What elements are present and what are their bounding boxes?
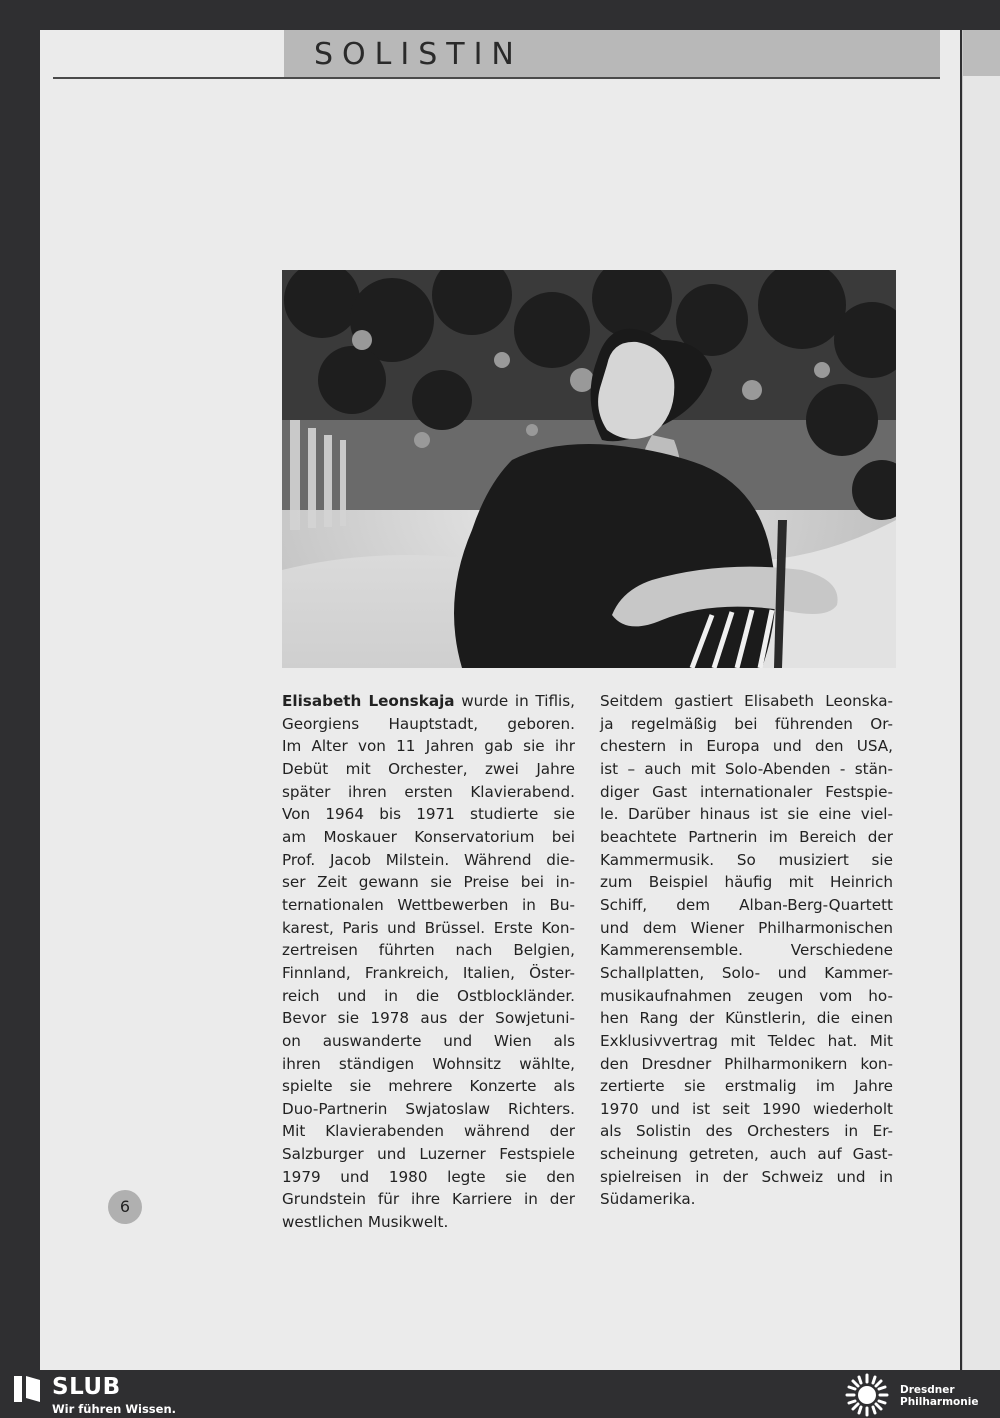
article-line: musikaufnahmen zeugen vom ho-	[600, 986, 893, 1005]
article-line: zertreisen führten nach Belgien,	[282, 941, 575, 960]
article-line: Debüt mit Orchester, zwei Jahre	[282, 759, 575, 778]
article-line: hen Rang der Künstlerin, die einen	[600, 1009, 893, 1028]
article-line: on auswanderte und Wien als	[282, 1031, 575, 1050]
library-name: SLUB	[52, 1374, 121, 1400]
article-line: Duo-Partnerin Swjatoslaw Richters.	[282, 1099, 575, 1118]
article-line: Schiff, dem Alban-Berg-Quartett	[600, 895, 893, 914]
philharmonie-logo-icon	[844, 1372, 890, 1418]
article-column-left	[282, 690, 575, 1234]
portrait-photo	[282, 270, 896, 668]
slub-logo-icon	[12, 1374, 42, 1404]
article-line: zum Beispiel häufig mit Heinrich	[600, 873, 893, 892]
article-line: ser Zeit gewann sie Preise bei in-	[282, 873, 575, 892]
article-line: 1979 und 1980 legte sie den	[282, 1167, 575, 1186]
article-lead-name: Elisabeth Leonskaja	[282, 692, 455, 710]
article-line: Grundstein für ihre Karriere in der	[282, 1190, 575, 1209]
article-line: Von 1964 bis 1971 studierte sie	[282, 805, 575, 824]
article-line: Finnland, Frankreich, Italien, Öster-	[282, 963, 575, 982]
adjacent-page-edge	[962, 30, 1000, 1370]
article-line	[282, 690, 575, 713]
section-title: SOLISTIN	[314, 37, 523, 72]
article-line: Georgiens Hauptstadt, geboren.	[282, 714, 575, 733]
article-line: Salzburger und Luzerner Festspiele	[282, 1145, 575, 1164]
article-line: als Solistin des Orchesters in Er-	[600, 1122, 893, 1141]
article-line: ist – auch mit Solo-Abenden - stän-	[600, 759, 893, 778]
article-line: spielte sie mehrere Konzerte als	[282, 1077, 575, 1096]
article-line: beachtete Partnerin im Bereich der	[600, 827, 893, 846]
article-line: Prof. Jacob Milstein. Während die-	[282, 850, 575, 869]
article-line: Im Alter von 11 Jahren gab sie ihr	[282, 737, 575, 756]
page-number-badge: 6	[108, 1190, 142, 1224]
article-line: später ihren ersten Klavierabend.	[282, 782, 575, 801]
partner-name-line2: Philharmonie	[900, 1396, 979, 1408]
article-line: Kammerensemble. Verschiedene	[600, 941, 893, 960]
article-line: scheinung getreten, auch auf Gast-	[600, 1145, 893, 1164]
article-line: 1970 und ist seit 1990 wiederholt	[600, 1099, 893, 1118]
article-line: Schallplatten, Solo- und Kammer-	[600, 963, 893, 982]
article-line: den Dresdner Philharmonikern kon-	[600, 1054, 893, 1073]
article-line: Exklusivvertrag mit Teldec hat. Mit	[600, 1031, 893, 1050]
article-column-right	[600, 690, 893, 1211]
article-line: karest, Paris und Brüssel. Erste Kon-	[282, 918, 575, 937]
adjacent-page-header-bar	[963, 30, 1000, 76]
article-lead-rest: wurde in Tiflis,	[454, 692, 575, 710]
article-line: Kammermusik. So musiziert sie	[600, 850, 893, 869]
article-line: ja regelmäßig bei führenden Or-	[600, 714, 893, 733]
header-rule	[53, 77, 940, 79]
article-line: Südamerika.	[600, 1190, 696, 1209]
article-line: ihren ständigen Wohnsitz wählte,	[282, 1054, 575, 1073]
article-line: le. Darüber hinaus ist sie eine viel-	[600, 805, 893, 824]
article-line: chestern in Europa und den USA,	[600, 737, 893, 756]
article-line: spielreisen in der Schweiz und in	[600, 1167, 893, 1186]
article-line: zertierte sie erstmalig im Jahre	[600, 1077, 893, 1096]
article-line: ternationalen Wettbewerben in Bu-	[282, 895, 575, 914]
library-tagline: Wir führen Wissen.	[52, 1402, 177, 1416]
article-line: Bevor sie 1978 aus der Sowjetuni-	[282, 1009, 575, 1028]
article-line: Seitdem gastiert Elisabeth Leonska-	[600, 692, 893, 710]
article-line: und dem Wiener Philharmonischen	[600, 918, 893, 937]
partner-name-line1: Dresdner	[900, 1384, 955, 1396]
article-line: am Moskauer Konservatorium bei	[282, 827, 575, 846]
partner-name	[900, 1384, 978, 1408]
article-line: diger Gast internationaler Festspie-	[600, 782, 893, 801]
article-line: reich und in die Ostblockländer.	[282, 986, 575, 1005]
article-line: westlichen Musikwelt.	[282, 1213, 449, 1232]
article-line: Mit Klavierabenden während der	[282, 1122, 575, 1141]
